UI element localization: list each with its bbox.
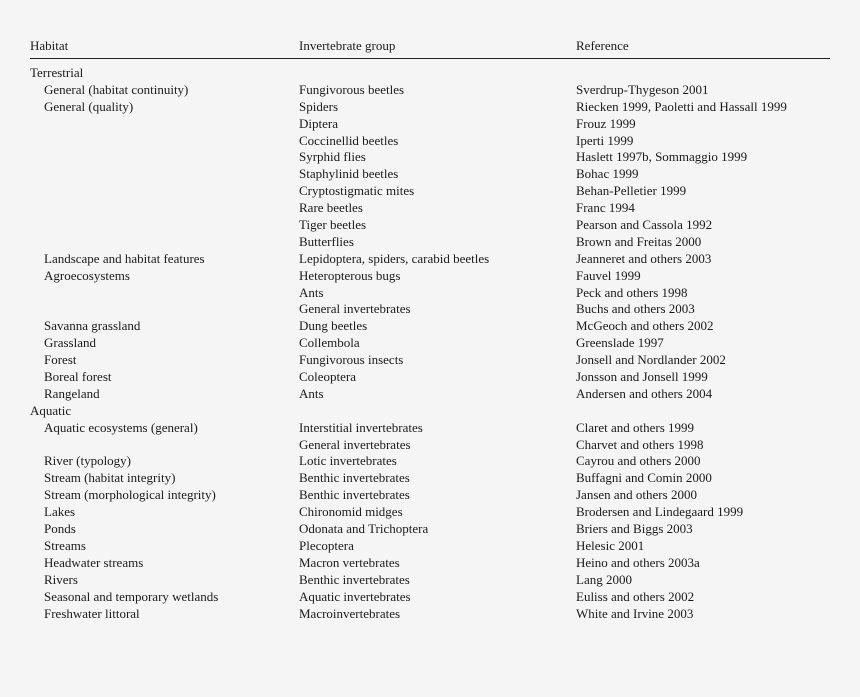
reference-cell: Behan-Pelletier 1999 [576,183,687,199]
habitat-cell: Rangeland [44,385,100,401]
reference-cell: Franc 1994 [576,200,635,216]
reference-cell: Lang 2000 [576,571,632,587]
group-cell: Staphylinid beetles [299,166,399,182]
group-cell: Odonata and Trichoptera [299,521,429,537]
table-row [30,81,830,98]
group-cell: Ants [299,284,324,300]
group-cell: Benthic invertebrates [299,571,410,587]
table-row [30,267,830,284]
reference-cell: Bohac 1999 [576,166,639,182]
group-cell: Tiger beetles [299,217,367,233]
group-cell: Syrphid flies [299,149,366,165]
table-row [30,250,830,267]
table-row [30,368,830,385]
table-row [30,520,830,537]
group-cell: Butterflies [299,233,354,249]
table-row [30,554,830,571]
table-row [30,317,830,334]
table-row [30,588,830,605]
reference-cell: Cayrou and others 2000 [576,453,701,469]
reference-cell: Claret and others 1999 [576,419,695,435]
habitat-cell: Lakes [44,504,76,520]
section-label: Terrestrial [30,65,84,80]
reference-cell: Greenslade 1997 [576,335,664,351]
habitat-cell: Forest [44,352,77,368]
reference-cell: Jeanneret and others 2003 [576,250,712,266]
reference-cell: Euliss and others 2002 [576,588,695,604]
section-label: Aquatic [30,402,72,418]
group-cell: Macroinvertebrates [299,605,401,621]
table-row [30,148,830,165]
group-cell: Coccinellid beetles [299,132,399,148]
table-body [30,64,830,621]
table-row [30,385,830,402]
group-cell: Ants [299,385,324,401]
table-row [30,284,830,301]
habitat-cell: Freshwater littoral [44,605,140,621]
table-row [30,486,830,503]
reference-cell: Andersen and others 2004 [576,385,713,401]
reference-cell: Pearson and Cassola 1992 [576,217,713,233]
reference-cell: Brodersen and Lindegaard 1999 [576,504,744,520]
reference-cell: Frouz 1999 [576,115,636,131]
reference-cell: Brown and Freitas 2000 [576,233,702,249]
habitat-cell: Stream (morphological integrity) [44,487,216,503]
habitat-cell: Stream (habitat integrity) [44,470,176,486]
group-cell: Plecoptera [299,537,354,553]
habitat-cell: General (habitat continuity) [44,81,189,97]
group-cell: Rare beetles [299,200,363,216]
reference-cell: Jonsson and Jonsell 1999 [576,369,708,385]
group-cell: Aquatic invertebrates [299,588,411,604]
table-row [30,351,830,368]
habitat-cell: Savanna grassland [44,318,141,334]
reference-cell: Riecken 1999, Paoletti and Hassall 1999 [576,98,787,114]
table-row [30,98,830,115]
table-row [30,436,830,453]
group-cell: General invertebrates [299,436,411,452]
table-row [30,182,830,199]
group-cell: Macron vertebrates [299,554,400,570]
habitat-cell: River (typology) [44,453,132,469]
reference-cell: Briers and Biggs 2003 [576,521,693,537]
habitat-cell: Landscape and habitat features [44,250,205,266]
group-cell: Heteropterous bugs [299,267,401,283]
habitat-cell: Aquatic ecosystems (general) [44,419,198,435]
header-row [30,38,830,58]
header-invertebrate-group: Invertebrate group [299,38,396,53]
group-cell: Coleoptera [299,369,357,385]
habitat-cell: Boreal forest [44,369,112,385]
group-cell: General invertebrates [299,301,411,317]
group-cell: Spiders [299,98,338,114]
reference-cell: Jonsell and Nordlander 2002 [576,352,726,368]
header-reference: Reference [576,38,629,53]
table-row [30,334,830,351]
group-cell: Dung beetles [299,318,368,334]
habitat-cell: Seasonal and temporary wetlands [44,588,219,604]
table-row [30,233,830,250]
table-row [30,199,830,216]
table-row [30,571,830,588]
habitat-cell: Ponds [44,521,76,537]
table-row [30,605,830,622]
table-row [30,165,830,182]
table-row [30,469,830,486]
reference-cell: McGeoch and others 2002 [576,318,714,334]
reference-cell: Heino and others 2003a [576,554,700,570]
group-cell: Fungivorous insects [299,352,404,368]
reference-cell: Haslett 1997b, Sommaggio 1999 [576,149,748,165]
table-header [30,38,830,58]
section-row [30,64,830,81]
reference-cell: White and Irvine 2003 [576,605,694,621]
habitat-cell: General (quality) [44,98,134,114]
table-row [30,216,830,233]
reference-cell: Jansen and others 2000 [576,487,697,503]
habitat-cell: Headwater streams [44,554,144,570]
header-habitat: Habitat [30,38,69,53]
table-row [30,419,830,436]
habitat-cell: Streams [44,537,86,553]
reference-cell: Buchs and others 2003 [576,301,695,317]
group-cell: Interstitial invertebrates [299,419,423,435]
group-cell: Benthic invertebrates [299,470,410,486]
reference-cell: Sverdrup-Thygeson 2001 [576,81,709,97]
reference-cell: Charvet and others 1998 [576,436,704,452]
group-cell: Cryptostigmatic mites [299,183,415,199]
habitat-cell: Rivers [44,571,78,587]
group-cell: Lepidoptera, spiders, carabid beetles [299,250,490,266]
section-row [30,402,830,419]
table-row [30,132,830,149]
group-cell: Lotic invertebrates [299,453,397,469]
table-row [30,300,830,317]
habitat-cell: Grassland [44,335,96,351]
table-row [30,115,830,132]
group-cell: Collembola [299,335,360,351]
reference-cell: Fauvel 1999 [576,267,641,283]
table-row [30,537,830,554]
header-rule [30,58,830,59]
group-cell: Chironomid midges [299,504,403,520]
habitat-cell: Agroecosystems [44,267,130,283]
group-cell: Benthic invertebrates [299,487,410,503]
reference-cell: Peck and others 1998 [576,284,688,300]
table-row [30,503,830,520]
reference-cell: Helesic 2001 [576,537,645,553]
reference-cell: Buffagni and Comin 2000 [576,470,712,486]
table-row [30,452,830,469]
group-cell: Diptera [299,115,338,131]
reference-cell: Iperti 1999 [576,132,634,148]
group-cell: Fungivorous beetles [299,81,405,97]
